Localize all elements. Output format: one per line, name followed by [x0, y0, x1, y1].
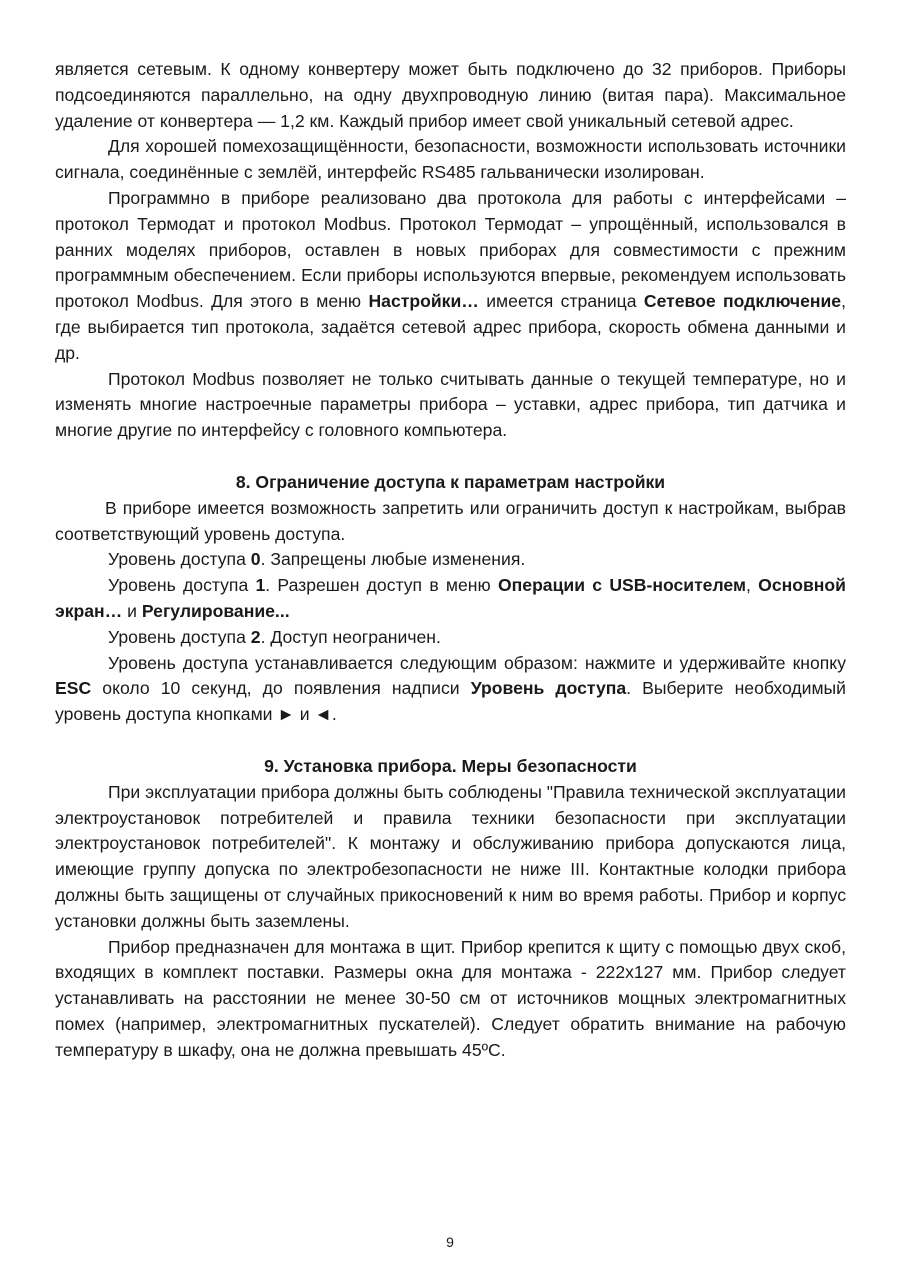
section-9-heading: 9. Установка прибора. Меры безопасности — [264, 755, 637, 776]
text-run: , где выбирается тип протокола, задаётся сетевой адрес прибора, скорость обмена данными и др. — [55, 291, 846, 363]
level-number: 0 — [250, 549, 261, 570]
paragraph-level-1 — [55, 573, 846, 625]
paragraph-level-howto — [55, 651, 846, 728]
access-level-label: Уровень доступа — [470, 678, 627, 699]
menu-usb-operations: Операции с USB-носителем — [497, 575, 746, 596]
text-run: и — [122, 600, 142, 621]
paragraph-isolation: Для хорошей помехозащищённости, безопасности, возможности использовать источники сигнала, соединённые с землёй, интерфейс RS485 гальванически изолирован. — [55, 136, 846, 183]
text-run: Уровень доступа устанавливается следующим образом: нажмите и удерживайте кнопку — [108, 652, 846, 673]
text-run: имеется страница — [478, 291, 644, 312]
paragraph-access-intro: В приборе имеется возможность запретить или ограничить доступ к настройкам, выбрав соответствующий уровень доступа. — [55, 497, 846, 544]
paragraph-level-2 — [55, 625, 846, 651]
menu-main-screen: Основной экран… — [55, 575, 846, 621]
menu-settings: Настройки… — [368, 291, 479, 312]
text-run: и — [294, 704, 315, 725]
menu-network-connection: Сетевое подключение — [643, 291, 842, 312]
key-esc: ESC — [55, 678, 92, 699]
paragraph-safety-rules: При эксплуатации прибора должны быть соблюдены "Правила технической эксплуатации электроустановок потребителей и правила техники безопасности при эксплуатации электроустановок потребителей". К монтажу и обслуживанию прибора допускаются лица, имеющие группу допуска по электробезопасности не ниже III. Контактные колодки прибора должны быть защищены от случайных прикосновений к ним во время работы. Прибор и корпус установки должны быть заземлены. — [55, 781, 846, 931]
menu-regulation: Регулирование... — [141, 600, 290, 621]
text-run: . — [331, 704, 337, 725]
level-number: 1 — [255, 575, 266, 596]
arrow-left-icon: ◄ — [314, 704, 332, 725]
text-run: . Запрещены любые изменения. — [260, 549, 526, 570]
text-run: Уровень доступа — [108, 549, 251, 570]
text-run: . Доступ неограничен. — [260, 626, 441, 647]
section-8-heading: 8. Ограничение доступа к параметрам настройки — [235, 471, 666, 492]
text-run: , — [746, 575, 759, 596]
paragraph-protocols — [55, 186, 846, 367]
text-run: около 10 секунд, до появления надписи — [91, 678, 471, 699]
paragraph-network: является сетевым. К одному конвертеру может быть подключено до 32 приборов. Приборы подсоединяются параллельно, на одну двухпроводную линию (витая пара). Максимальное удаление от конвертера — 1,2 км. Каждый прибор имеет свой уникальный сетевой адрес. — [55, 59, 846, 131]
text-run: Уровень доступа — [108, 575, 256, 596]
arrow-right-icon: ► — [277, 704, 295, 725]
paragraph-level-0 — [55, 547, 846, 573]
paragraph-mounting: Прибор предназначен для монтажа в щит. Прибор крепится к щиту с помощью двух скоб, входящих в комплект поставки. Размеры окна для монтажа - 222х127 мм. Прибор следует устанавливать на расстоянии не менее 30-50 см от источников мощных электромагнитных помех (например, электромагнитных пускателей). Следует обратить внимание на рабочую температуру в шкафу, она не должна превышать 45ºС. — [55, 936, 846, 1060]
text-run: . Разрешен доступ в меню — [265, 575, 498, 596]
paragraph-modbus: Протокол Modbus позволяет не только считывать данные о текущей температуре, но и изменять многие настроечные параметры прибора – уставки, адрес прибора, тип датчика и многие другие по интерфейсу с головного компьютера. — [55, 368, 846, 441]
text-run: Программно в приборе реализовано два протокола для работы с интерфейсами – протокол Термодат и протокол Modbus. Протокол Термодат – упрощённый, использовался в ранних моделях приборов, оставлен в новых приборах для совместимости с прежним программным обеспечением. Если приборы используются впервые, рекомендуем использовать протокол Modbus. Для этого в меню — [55, 187, 846, 312]
document-page — [55, 57, 846, 1063]
page-number: 9 — [446, 1234, 454, 1250]
level-number: 2 — [250, 626, 261, 647]
text-run: . Выберите необходимый уровень доступа кнопками — [55, 678, 847, 725]
text-run: Уровень доступа — [108, 626, 251, 647]
